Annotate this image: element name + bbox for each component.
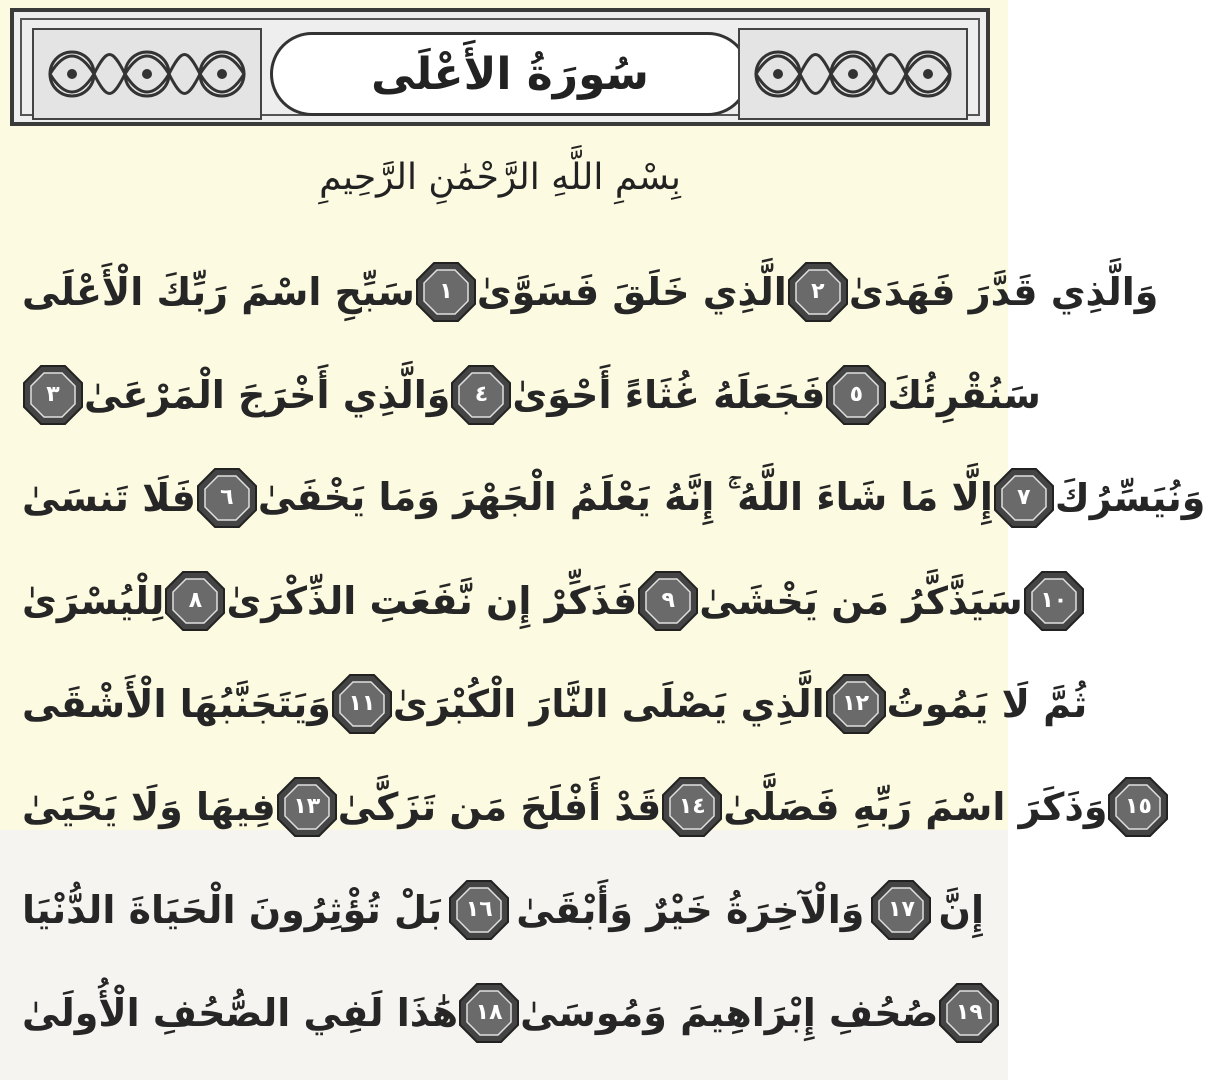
ayah-number: ٤ bbox=[474, 381, 489, 407]
ayah-marker bbox=[164, 570, 226, 632]
ayah-marker bbox=[993, 467, 1055, 529]
verse-text: فِيهَا وَلَا يَحْيَىٰ bbox=[22, 784, 276, 829]
verse-text: سَبِّحِ اسْمَ رَبِّكَ الْأَعْلَى bbox=[22, 269, 415, 314]
verse-text: هَٰذَا لَفِي الصُّحُفِ الْأُولَىٰ bbox=[22, 990, 459, 1035]
ayah-number: ١٦ bbox=[465, 896, 493, 922]
ayah-number: ١٣ bbox=[293, 793, 321, 819]
ayah-marker bbox=[415, 261, 477, 323]
basmala: بِسْمِ اللَّهِ الرَّحْمَٰنِ الرَّحِيمِ bbox=[319, 157, 681, 198]
verse-text: وَالْآخِرَةُ خَيْرٌ وَأَبْقَىٰ bbox=[516, 887, 865, 932]
verse-text: فَجَعَلَهُ غُثَاءً أَحْوَىٰ bbox=[512, 372, 826, 417]
ayah-marker bbox=[661, 776, 723, 838]
ayah-number: ١٩ bbox=[955, 999, 983, 1025]
verse-text: لِلْيُسْرَىٰ bbox=[22, 578, 165, 623]
ayah-marker bbox=[450, 364, 512, 426]
verse-line bbox=[18, 549, 1068, 652]
ayah-number: ٢ bbox=[811, 278, 825, 304]
ayah-number: ١١ bbox=[348, 690, 376, 716]
verse-text: الَّذِي يَصْلَى النَّارَ الْكُبْرَىٰ bbox=[392, 681, 825, 726]
ayah-number: ٥ bbox=[849, 381, 864, 407]
verse-text: الَّذِي خَلَقَ فَسَوَّىٰ bbox=[476, 269, 787, 314]
verse-line bbox=[18, 446, 1205, 549]
ayah-marker bbox=[787, 261, 849, 323]
ayah-marker bbox=[938, 982, 1000, 1044]
verse-text: وَالَّذِي قَدَّرَ فَهَدَىٰ bbox=[848, 269, 1159, 314]
ayah-number: ١٨ bbox=[475, 999, 503, 1025]
ayah-number: ٩ bbox=[661, 587, 675, 613]
verse-text: وَيَتَجَنَّبُهَا الْأَشْقَى bbox=[22, 681, 331, 726]
verse-lines bbox=[18, 240, 1205, 1064]
verse-line bbox=[18, 755, 1152, 858]
ayah-marker bbox=[276, 776, 338, 838]
verse-line bbox=[18, 652, 1088, 755]
verse-text: وَالَّذِي أَخْرَجَ الْمَرْعَىٰ bbox=[84, 372, 451, 417]
ayah-number: ٧ bbox=[1017, 484, 1031, 510]
verse-text: سَنُقْرِئُكَ bbox=[887, 372, 1041, 417]
ayah-number: ١٢ bbox=[842, 690, 870, 716]
ayah-number: ٣ bbox=[46, 381, 60, 407]
header-inner-frame bbox=[20, 18, 980, 116]
verse-text: صُحُفِ إِبْرَاهِيمَ وَمُوسَىٰ bbox=[520, 990, 939, 1035]
verse-text: وَذَكَرَ اسْمَ رَبِّهِ فَصَلَّىٰ bbox=[723, 784, 1108, 829]
verse-text: ثُمَّ لَا يَمُوتُ bbox=[886, 681, 1088, 726]
ornament-right-icon bbox=[738, 28, 968, 120]
ayah-marker bbox=[196, 467, 258, 529]
verse-text: بَلْ تُؤْثِرُونَ الْحَيَاةَ الدُّنْيَا bbox=[22, 887, 443, 932]
ayah-marker bbox=[637, 570, 699, 632]
verse-line bbox=[18, 961, 988, 1064]
verse-text: سَيَذَّكَّرُ مَن يَخْشَىٰ bbox=[699, 578, 1023, 623]
ornament-left-icon bbox=[32, 28, 262, 120]
ayah-marker bbox=[458, 982, 520, 1044]
verse-line bbox=[18, 240, 1159, 343]
ayah-marker bbox=[331, 673, 393, 735]
ayah-number: ٦ bbox=[220, 484, 234, 510]
surah-title-cartouche bbox=[270, 32, 750, 116]
ayah-number: ١٤ bbox=[678, 793, 706, 819]
ayah-marker bbox=[825, 364, 887, 426]
ayah-number: ٨ bbox=[188, 587, 203, 613]
verse-line bbox=[18, 858, 988, 961]
verse-text: فَذَكِّرْ إِن نَّفَعَتِ الذِّكْرَىٰ bbox=[226, 578, 638, 623]
verse-text: قَدْ أَفْلَحَ مَن تَزَكَّىٰ bbox=[337, 784, 662, 829]
ayah-number: ١٥ bbox=[1125, 793, 1152, 819]
ayah-marker bbox=[22, 364, 84, 426]
ayah-number: ١ bbox=[439, 278, 453, 304]
ayah-marker bbox=[1107, 776, 1169, 838]
ayah-marker bbox=[1023, 570, 1085, 632]
ayah-marker bbox=[870, 879, 932, 941]
verse-text: فَلَا تَنسَىٰ bbox=[22, 475, 196, 520]
ayah-marker bbox=[825, 673, 887, 735]
verse-text: إِلَّا مَا شَاءَ اللَّهُ ۚ إِنَّهُ يَعْلَمُ الْجَهْرَ وَمَا يَخْفَىٰ bbox=[257, 475, 993, 519]
surah-title: سُورَةُ الأَعْلَى bbox=[371, 49, 649, 100]
ayah-marker bbox=[448, 879, 510, 941]
verse-line bbox=[18, 343, 1041, 446]
ayah-number: ١٠ bbox=[1040, 587, 1068, 613]
surah-header-banner bbox=[10, 8, 990, 126]
verse-text: إِنَّ bbox=[938, 887, 984, 932]
ayah-number: ١٧ bbox=[888, 896, 915, 922]
verse-text: وَنُيَسِّرُكَ bbox=[1054, 475, 1205, 520]
